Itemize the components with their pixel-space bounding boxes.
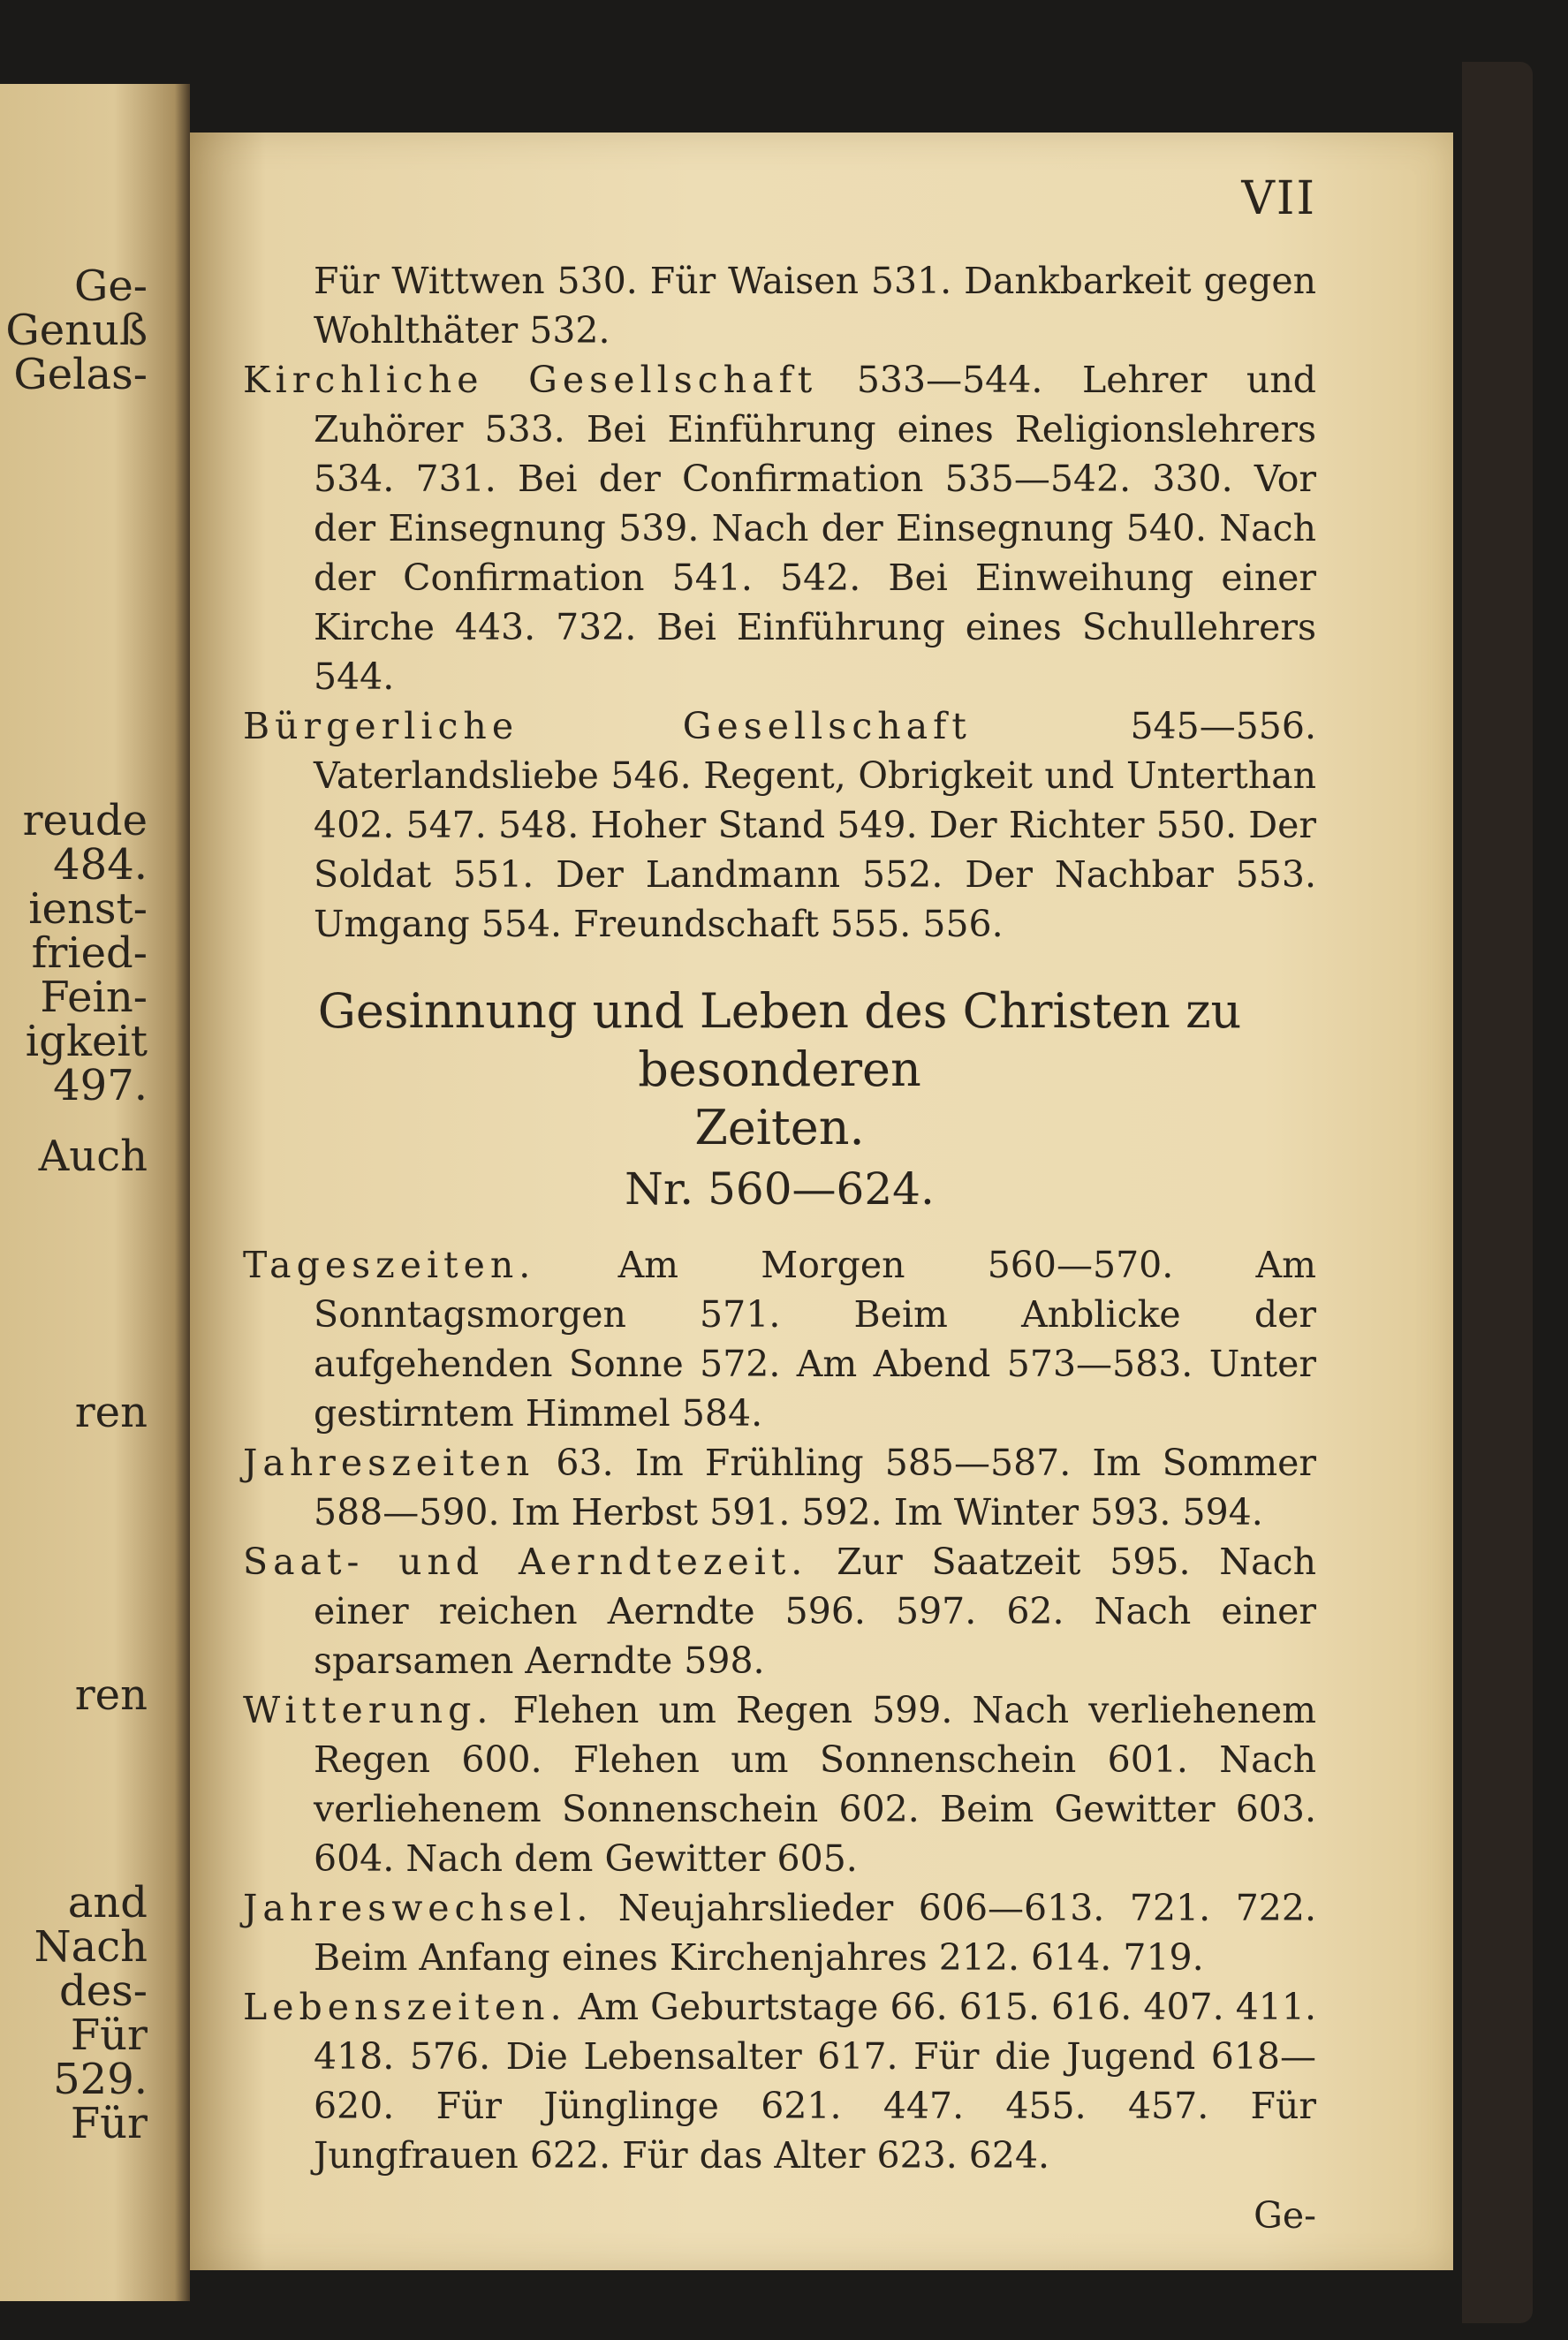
margin-fragment: Für: [70, 2011, 148, 2060]
margin-fragment: Auch: [38, 1132, 148, 1181]
catchword: Ge-: [1254, 2194, 1316, 2237]
entry-term: Bürgerliche Gesellschaft: [243, 705, 972, 747]
margin-fragment: Für: [70, 2099, 148, 2148]
margin-fragment: fried-: [31, 928, 148, 978]
entry-text: Zur Saatzeit 595. Nach einer reichen Aerndte 596. 597. 62. Nach einer sparsamen Aerndte 598.: [314, 1541, 1316, 1682]
margin-fragment: Ge-: [74, 261, 148, 311]
section-heading: Gesinnung und Leben des Christen zu besonderen: [317, 983, 1242, 1097]
index-entry: [243, 1537, 1316, 1685]
index-entry: [243, 1883, 1316, 1982]
entry-term: Witterung.: [243, 1689, 494, 1731]
index-entry: [243, 701, 1316, 949]
entry-text: 545—556. Vaterlandsliebe 546. Regent, Obrigkeit und Unterthan 402. 547. 548. Hoher Stand 549. Der Richter 550. Der Soldat 551. Der Landmann 552. Der Nachbar 553. Umgang 554. Freundschaft 555. 556.: [314, 705, 1316, 945]
entry-term: Saat- und Aerndtezeit.: [243, 1541, 808, 1583]
index-entry: [243, 1240, 1316, 1438]
index-entry: [243, 1438, 1316, 1537]
entry-term: Kirchliche Gesellschaft: [243, 359, 818, 401]
margin-fragment: ren: [74, 1388, 148, 1437]
margin-fragment: ienst-: [28, 884, 148, 934]
margin-fragment: des-: [59, 1966, 148, 2016]
book-cover-edge: [1462, 62, 1533, 2323]
left-page-margin: [0, 84, 190, 2301]
section-number-range: Nr. 560—624.: [625, 1163, 935, 1215]
margin-fragment: and: [67, 1878, 148, 1927]
section-heading-continued: Zeiten.: [694, 1100, 865, 1155]
margin-fragment: Gelas-: [13, 350, 148, 399]
index-entry: [243, 256, 1316, 355]
margin-fragment: 497.: [53, 1061, 148, 1110]
page-number: VII: [1241, 172, 1316, 225]
entry-text: Neujahrslieder 606—613. 721. 722. Beim Anfang eines Kirchenjahres 212. 614. 719.: [314, 1887, 1316, 1979]
entry-text: Am Geburtstage 66. 615. 616. 407. 411. 418. 576. Die Lebensalter 617. Für die Jugend 618—620. Für Jünglinge 621. 447. 455. 457. Für Jungfrauen 622. Für das Alter 623. 624.: [314, 1986, 1316, 2177]
page-content: [243, 256, 1316, 2240]
entry-text: 63. Im Frühling 585—587. Im Sommer 588—590. Im Herbst 591. 592. Im Winter 593. 594.: [314, 1442, 1316, 1533]
margin-fragment: reude: [22, 796, 148, 845]
margin-fragment: 484.: [53, 840, 148, 890]
margin-fragment: Nach: [34, 1922, 148, 1972]
index-entry: [243, 1982, 1316, 2180]
margin-fragment: ren: [74, 1670, 148, 1720]
margin-fragment: Genuß: [5, 306, 148, 355]
entry-text: 533—544. Lehrer und Zuhörer 533. Bei Einführung eines Religionslehrers 534. 731. Bei der Confirmation 535—542. 330. Vor der Einsegnung 539. Nach der Einsegnung 540. Nach der Confirmation 541. 542. Bei Einweihung einer Kirche 443. 732. Bei Einführung eines Schullehrers 544.: [314, 359, 1316, 698]
entry-term: Jahreswechsel.: [243, 1887, 594, 1929]
index-entry: [243, 1685, 1316, 1883]
margin-fragment: Fein-: [40, 973, 148, 1022]
margin-fragment: 529.: [53, 2055, 148, 2104]
margin-fragment: igkeit: [25, 1017, 148, 1066]
entry-text: Flehen um Regen 599. Nach verliehenem Regen 600. Flehen um Sonnenschein 601. Nach verliehenem Sonnenschein 602. Beim Gewitter 603. 604. Nach dem Gewitter 605.: [314, 1689, 1316, 1880]
book-page: [190, 133, 1453, 2270]
entry-text: Für Wittwen 530. Für Waisen 531. Dankbarkeit gegen Wohlthäter 532.: [314, 260, 1316, 352]
entry-term: Lebenszeiten.: [243, 1986, 567, 2028]
index-entry: [243, 355, 1316, 701]
entry-text: Am Morgen 560—570. Am Sonntagsmorgen 571. Beim Anblicke der aufgehenden Sonne 572. Am Abend 573—583. Unter gestirntem Himmel 584.: [314, 1244, 1316, 1435]
entry-term: Jahreszeiten: [243, 1442, 535, 1484]
entry-term: Tageszeiten.: [243, 1244, 536, 1286]
